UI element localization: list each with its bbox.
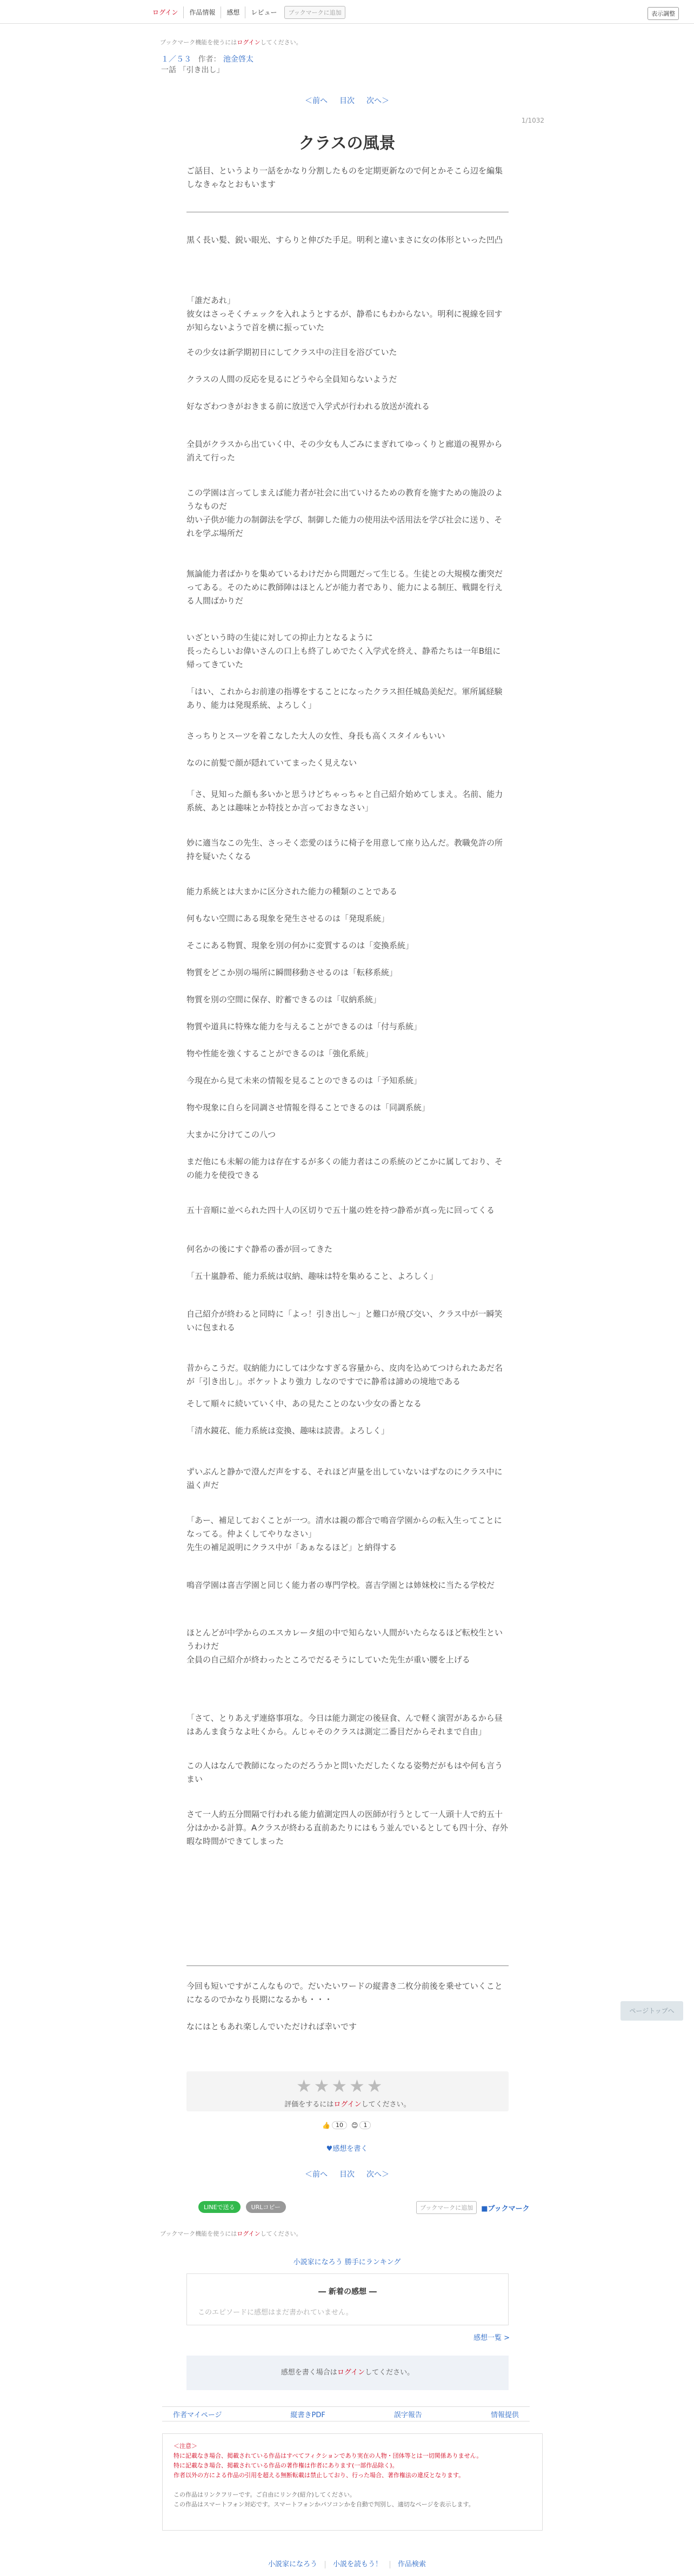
nav-reviews[interactable]: レビュー xyxy=(251,9,277,16)
body-paragraph: 何もない空間にある現象を発生させるのは「発現系統」 xyxy=(186,914,390,923)
character-count: 1/1032 xyxy=(521,117,544,124)
body-paragraph: いざという時の生徒に対しての抑止力となるように 長ったらしいお偉いさんの口上も終了しめでたく入学式を終え、静希たちは一年B組に帰ってきていた xyxy=(186,633,501,669)
pager-top xyxy=(0,95,694,106)
afterword-divider xyxy=(186,1965,509,1966)
notice-login-link[interactable]: ログイン xyxy=(237,39,261,46)
prev-link[interactable]: ＜前へ xyxy=(305,2170,328,2179)
body-paragraph: クラスの人間の反応を見るにどうやら全員知らないようだ xyxy=(186,374,397,384)
bottom-links xyxy=(0,2561,694,2568)
reaction-count: 1 xyxy=(359,2121,371,2129)
narou-link[interactable]: 小説家になろう xyxy=(261,2561,325,2568)
body-paragraph: 今現在から見て未来の情報を見ることのできるのは「予知系統」 xyxy=(186,1076,422,1085)
body-paragraph: 物質をどこか別の場所に瞬間移動させるのは「転移系統」 xyxy=(186,968,398,977)
page-indicator: １／５３ xyxy=(161,55,191,64)
preface: ご話目、というより一話をかなり分割したものを定期更新なので何とかそこら辺を編集しなきゃなとおもいます xyxy=(186,166,503,189)
body-paragraph: 「あー、補足しておくことが一つ。清水は親の都合で鳴音学園からの転入生ってことになってる。仲よくしてやりなさい」 xyxy=(186,1515,502,1539)
body-paragraph: この学園は言ってしまえば能力者が社会に出ていけるための教育を施すための施設のようなものだ 幼い子供が能力の制御法を学び、制御した能力の使用法や活用法を学び社会に送り、それを学ぶ場所だ xyxy=(186,488,503,538)
bookmark-notice: ブックマーク機能を使うにはログインしてください。 xyxy=(160,39,302,46)
no-reviews-text: このエピソードに感想はまだ書かれていません。 xyxy=(198,2309,353,2317)
reaction-smile[interactable] xyxy=(351,2121,371,2129)
toc-link[interactable]: 目次 xyxy=(339,97,355,105)
pager-bottom xyxy=(0,2169,694,2179)
body-paragraph: まだ他にも未解の能力は存在するが多くの能力者はこの系統のどこかに属しており、その能力を使役できる xyxy=(186,1157,503,1180)
rating-message: 評価をするにはログインしてください。 xyxy=(284,2101,411,2109)
body-paragraph: 黒く長い髪、鋭い眼光、すらりと伸びた手足。明利と違いまさに女の体形といった凹凸 xyxy=(186,235,503,245)
top-nav xyxy=(147,5,345,19)
episode-title: クラスの風景 xyxy=(298,134,396,153)
body-paragraph: 大まかに分けてこの八つ xyxy=(186,1130,276,1139)
body-paragraph: 好なざわつきがおきまる前に放送で入学式が行われる放送が流れる xyxy=(186,401,430,411)
chapter-title: 一話 「引き出し」 xyxy=(161,66,224,75)
nav-impressions[interactable]: 感想 xyxy=(221,6,245,18)
body-paragraph: 「はい、これからお前達の指導をすることになったクラス担任城島美紀だ。軍所属経験あり、能力は発現系統、よろしく」 xyxy=(186,687,503,710)
caution-line: 特に記載なき場合、掲載されている作品はすべてフィクションであり実在の人物・団体等とは一切関係ありません。 xyxy=(174,2452,483,2459)
body-paragraph: ずいぶんと静かで澄んだ声をする、それほど声量を出していないはずなのにクラス中に溢く声だ xyxy=(186,1467,503,1490)
write-review-link[interactable]: ♥感想を書く xyxy=(326,2145,368,2153)
body-paragraph: 妙に適当なこの先生、さっそく恋愛のほうに椅子を用意して座り込んだ。教職免許の所持を疑いたくなる xyxy=(186,838,503,861)
nav-work-info[interactable]: 作品情報 xyxy=(184,6,221,18)
toc-link[interactable]: 目次 xyxy=(339,2170,355,2179)
line-share-button[interactable]: LINEで送る xyxy=(198,2201,241,2213)
body-paragraph: ほとんどが中学からのエスカレータ組の中で知らない人間がいたらなるほど転校生というわけだ xyxy=(186,1628,503,1651)
yomou-link[interactable]: 小説を読もう！ xyxy=(325,2561,390,2568)
vertical-pdf-link[interactable]: 縦書きPDF xyxy=(290,2411,325,2419)
login-link[interactable]: ログイン xyxy=(147,6,184,18)
body-paragraph: なのに前髪で顔が隠れていてまったく見えない xyxy=(186,758,357,768)
body-paragraph: 無論能力者ばかりを集めているわけだから問題だって生じる。生徒との大規模な衝突だってある。そのために教師陣はほとんどが能力者であり、能力による制圧、戦闘を行える人間ばかりだ xyxy=(186,569,503,606)
body-paragraph: 物や性能を強くすることができるのは「強化系統」 xyxy=(186,1049,373,1058)
caution-box xyxy=(162,2433,543,2531)
body-paragraph: 「さ、見知った顔も多いかと思うけどちゃっちゃと自己紹介始めてしまえ。名前、能力系統、あとは趣味とか特技とか言っておきなさい」 xyxy=(186,789,503,813)
body-paragraph: 物や現象に自らを同調させ情報を得ることできるのは「同調系統」 xyxy=(186,1103,430,1112)
body-paragraph: 能力系統とは大まかに区分された能力の種類のことである xyxy=(186,887,398,896)
afterword: 今回も短いですがこんなもので。だいたいワードの縦書き二枚分前後を乗せていくことになるのでかなり長期になるかも・・・ なにはともあれ楽しんでいただければ幸いです xyxy=(186,1981,503,2031)
body-paragraph: 昔からこうだ。収納能力にしては少なすぎる容量から、皮肉を込めてつけられたあだ名が「引き出し」。ポケットより強力 しなのですでに静希は諦めの境地である xyxy=(186,1363,503,1386)
next-link[interactable]: 次へ＞ xyxy=(366,97,389,105)
caution-line: 特に記載なき場合、掲載されている作品の著作権は作者にあります(一部作品除く)。 xyxy=(174,2462,398,2469)
reaction-thumbs-up[interactable] xyxy=(322,2121,347,2129)
review-login-note: 感想を書く場合はログインしてください。 xyxy=(186,2356,509,2390)
bookmark-notice-bottom: ブックマーク機能を使うにはログインしてください。 xyxy=(160,2230,302,2237)
caution-line: 作者以外の方による作品の引用を超える無断転載は禁止しており、行った場合、著作権法の違反となります。 xyxy=(174,2472,465,2479)
display-settings-button[interactable]: 表示調整 xyxy=(648,7,679,20)
author-link[interactable]: 池金啓太 xyxy=(223,55,253,64)
body-paragraph: 五十音順に並べられた四十人の区切りで五十嵐の姓を持つ静希が真っ先に回ってくる xyxy=(186,1205,495,1215)
search-link[interactable]: 作品検索 xyxy=(398,2560,426,2568)
body-paragraph: 物質を別の空間に保存、貯蓄できるのは「収納系統」 xyxy=(186,995,382,1004)
info-provide-link[interactable]: 情報提供 xyxy=(490,2411,519,2419)
body-paragraph: その少女は新学期初日にしてクラス中の注目を浴びていた xyxy=(186,347,397,357)
author-mypage-link[interactable]: 作者マイページ xyxy=(173,2411,222,2419)
author-label: 作者： xyxy=(198,55,221,64)
prev-link[interactable]: ＜前へ xyxy=(305,97,328,105)
caution-line: この作品はリンクフリーです。ご自由にリンク(紹介)してください。 xyxy=(174,2491,356,2498)
rating-box xyxy=(186,2071,509,2111)
caution-line: この作品はスマートフォン対応です。スマートフォンかパソコンかを自動で判別し、適切なページを表示します。 xyxy=(174,2501,475,2508)
new-reviews-heading: ― 新着の感想 ― xyxy=(318,2287,377,2296)
body-paragraph: 物質や道具に特殊な能力を与えることができるのは「付与系統」 xyxy=(186,1022,422,1031)
body-paragraph: 自己紹介が終わると同時に「よっ！引き出し～」と難口が飛び交い、クラス中が一瞬笑いに包まれる xyxy=(186,1309,503,1332)
review-login-link[interactable]: ログイン xyxy=(337,2369,365,2377)
rating-stars[interactable]: ★★★★★ xyxy=(296,2076,385,2096)
bookmark-add-button[interactable]: ブックマークに追加 xyxy=(416,2201,477,2214)
bookmark-add-button[interactable]: ブックマークに追加 xyxy=(284,6,345,19)
reactions xyxy=(322,2121,371,2129)
typo-report-link[interactable]: 誤字報告 xyxy=(393,2411,422,2419)
share-row xyxy=(198,2201,286,2213)
episode-meta xyxy=(161,54,253,76)
top-bar xyxy=(0,0,694,24)
body-paragraph: 「誰だあれ」 彼女はさっそくチェックを入れようとするが、静希にもわからない。明利に視線を回すが知らないようで首を横に振っていた xyxy=(186,296,503,332)
notice-login-link[interactable]: ログイン xyxy=(237,2230,261,2237)
next-link[interactable]: 次へ＞ xyxy=(366,2170,389,2179)
thumbs-up-icon: 👍 xyxy=(322,2121,330,2129)
review-list-link[interactable]: 感想一覧 > xyxy=(473,2334,510,2342)
body-paragraph: 「五十嵐静希、能力系統は収納、趣味は特を集めること、よろしく」 xyxy=(186,1271,438,1281)
body-paragraph: そして順々に続いていく中、あの見たことのない少女の番となる xyxy=(186,1399,422,1408)
body-paragraph: この人はなんで教師になったのだろうかと問いただしたくなる姿勢だがもはや何も言うまい xyxy=(186,1761,503,1784)
body-paragraph: そこにある物質、現象を別の何かに変質するのは「変換系統」 xyxy=(186,941,414,950)
caution-heading: ＜注意＞ xyxy=(174,2443,197,2450)
smile-icon: 😊 xyxy=(351,2121,358,2129)
bookmark-link[interactable]: ■ブックマーク xyxy=(481,2204,530,2213)
ranking-link[interactable]: 小説家になろう 勝手にランキング xyxy=(293,2258,401,2266)
body-paragraph: 鳴音学園は喜吉学園と同じく能力者の専門学校。喜吉学園とは姉妹校に当たる学校だ xyxy=(186,1580,495,1590)
new-reviews-box xyxy=(186,2273,509,2325)
body-paragraph: 「さて、とりあえず連絡事項な。今日は能力測定の後昼食、んで軽く演習があるから昼はあんま食うなよ吐くから。んじゃそのクラスは測定二番目だからそれまで自由」 xyxy=(186,1713,503,1736)
rating-login-link[interactable]: ログイン xyxy=(333,2101,362,2109)
body-paragraph: 全員の自己紹介が終わったところでだるそうにしていた先生が重い腰を上げる xyxy=(186,1655,470,1665)
page-top-button[interactable]: ページトップへ xyxy=(620,2001,683,2021)
reaction-count: 10 xyxy=(332,2121,347,2129)
body-paragraph: 全員がクラスから出ていく中、その少女も人ごみにまぎれてゆっくりと廊道の視界から消えて行った xyxy=(186,439,503,462)
body-paragraph: さっちりとスーツを着こなした大人の女性、身長も高くスタイルもいい xyxy=(186,731,445,741)
body-paragraph: 「清水鏡花、能力系統は変換、趣味は読書。よろしく」 xyxy=(186,1426,390,1435)
url-copy-button[interactable]: URLコピー xyxy=(246,2201,286,2213)
footer-links xyxy=(162,2406,530,2421)
bookmark-bottom xyxy=(416,2201,530,2214)
body-paragraph: さて一人約五分間隔で行われる能力値測定四人の医師が行うとして一人頭十人で約五十分はかかる計算。Aクラスが終わる直前あたりにはもう並んでいるとしても四十分、存外暇な時間ができてしまった xyxy=(186,1809,508,1846)
body-paragraph: 何名かの後にすぐ静希の番が回ってきた xyxy=(186,1244,333,1254)
body-paragraph: 先生の補足説明にクラス中が「あぁなるほど」と納得する xyxy=(186,1542,397,1552)
